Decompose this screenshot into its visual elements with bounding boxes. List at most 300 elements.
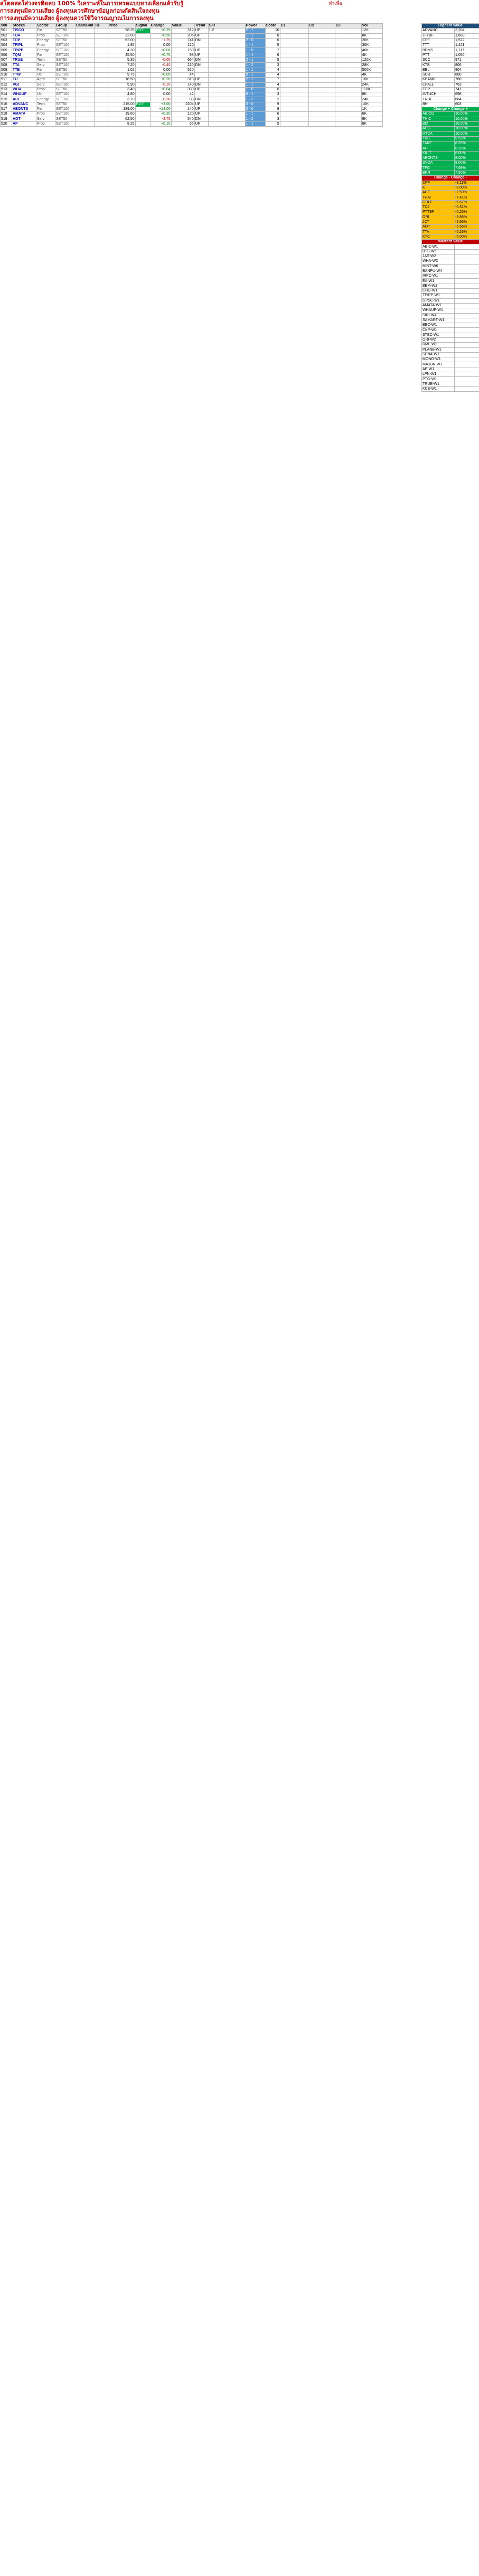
- side-cell: [455, 347, 479, 352]
- table-cell: [208, 78, 245, 82]
- side-row[interactable]: [422, 362, 479, 367]
- table-cell: [335, 87, 361, 92]
- column-header[interactable]: Score: [265, 24, 280, 29]
- side-row[interactable]: [422, 323, 479, 328]
- column-header[interactable]: Power: [245, 24, 265, 29]
- column-header[interactable]: Price: [108, 24, 135, 29]
- table-cell: [94, 92, 108, 97]
- table-cell: [335, 33, 361, 38]
- side-cell: [455, 323, 479, 328]
- side-cell: [455, 382, 479, 386]
- table-cell: 3.40: [108, 87, 135, 92]
- column-header[interactable]: T/F: [94, 24, 108, 29]
- table-cell: 4: [265, 68, 280, 72]
- side-row[interactable]: [422, 117, 479, 121]
- table-cell: SET50: [55, 58, 76, 63]
- table-cell: 1 - 2: [245, 63, 265, 68]
- table-cell: Energy: [36, 38, 55, 43]
- table-cell: [208, 33, 245, 38]
- side-cell: [455, 298, 479, 303]
- column-header[interactable]: Change: [150, 24, 171, 29]
- side-row[interactable]: [422, 313, 479, 318]
- side-row[interactable]: [422, 352, 479, 357]
- side-row[interactable]: [422, 112, 479, 117]
- table-cell: 88: [171, 97, 194, 102]
- table-cell: [76, 107, 95, 112]
- table-cell: 1 - 0: [245, 87, 265, 92]
- side-row[interactable]: [422, 254, 479, 259]
- table-cell: 10K: [361, 102, 382, 107]
- side-row[interactable]: [422, 151, 479, 156]
- table-cell: 16K: [361, 78, 382, 82]
- table-cell: AOT: [12, 117, 36, 121]
- side-cell: AP-W1: [422, 367, 455, 372]
- table-row[interactable]: [1, 102, 383, 107]
- table-cell: SET100: [55, 48, 76, 53]
- table-cell: [194, 68, 208, 72]
- column-header[interactable]: S/R: [208, 24, 245, 29]
- side-row[interactable]: [422, 136, 479, 141]
- table-cell: [280, 58, 308, 63]
- table-cell: [335, 112, 361, 117]
- notice-line-3: การลงทุนมีความเสี่ยง ผู้ลงทุนควรใช้วิจารณญาณในการลงทุน: [0, 15, 154, 22]
- table-cell: [308, 78, 335, 82]
- column-header[interactable]: C2: [308, 24, 335, 29]
- table-cell: 513: [1, 87, 12, 92]
- table-cell: SET50: [55, 68, 76, 72]
- side-row[interactable]: [422, 215, 479, 220]
- side-cell: PLANB-W1: [422, 347, 455, 352]
- table-cell: [135, 121, 150, 126]
- side-cell: JCT: [422, 220, 455, 224]
- table-cell: Fin: [36, 68, 55, 72]
- table-row[interactable]: [1, 82, 383, 87]
- table-cell: [135, 53, 150, 58]
- table-cell: [94, 68, 108, 72]
- table-cell: DN: [194, 38, 208, 43]
- side-cell: -7.41%: [455, 195, 479, 200]
- side-row[interactable]: [422, 48, 479, 53]
- side-row[interactable]: [422, 279, 479, 284]
- side-cell: 1,421: [455, 43, 479, 48]
- table-cell: UP: [194, 48, 208, 53]
- table-row[interactable]: [1, 107, 383, 112]
- side-cell: BEM-W2: [422, 284, 455, 288]
- table-cell: 1 - 1: [245, 33, 265, 38]
- table-cell: [280, 107, 308, 112]
- table-row[interactable]: [1, 29, 383, 33]
- table-cell: Prop: [36, 43, 55, 48]
- table-cell: 1 - 1: [245, 53, 265, 58]
- side-row[interactable]: [422, 63, 479, 68]
- side-row[interactable]: [422, 357, 479, 362]
- side-cell: [455, 386, 479, 391]
- table-cell: SET100: [55, 72, 76, 77]
- table-cell: [94, 97, 108, 102]
- side-cell: BEC-W1: [422, 323, 455, 328]
- side-row[interactable]: [422, 92, 479, 97]
- side-row[interactable]: [422, 347, 479, 352]
- table-cell: TU: [12, 78, 36, 82]
- table-cell: TTB: [12, 68, 36, 72]
- table-cell: 5: [265, 58, 280, 63]
- table-row[interactable]: [1, 68, 383, 72]
- side-cell: 1,056: [455, 53, 479, 58]
- side-cell: TRUE: [422, 97, 455, 102]
- table-cell: [208, 63, 245, 68]
- table-cell: [94, 53, 108, 58]
- table-cell: [308, 87, 335, 92]
- table-cell: UP: [194, 107, 208, 112]
- side-row[interactable]: [422, 82, 479, 87]
- table-row[interactable]: [1, 43, 383, 48]
- table-row[interactable]: [1, 87, 383, 92]
- table-row[interactable]: [1, 121, 383, 126]
- table-cell: [76, 33, 95, 38]
- column-header[interactable]: C3: [335, 24, 361, 29]
- table-cell: SET100: [55, 112, 76, 117]
- table-cell: 44: [171, 72, 194, 77]
- side-cell: PTTEP: [422, 210, 455, 215]
- table-cell: +0.75: [150, 53, 171, 58]
- side-row[interactable]: [422, 284, 479, 288]
- side-row[interactable]: [422, 343, 479, 347]
- side-row[interactable]: [422, 195, 479, 200]
- table-cell: [280, 63, 308, 68]
- table-cell: [335, 53, 361, 58]
- table-cell: [308, 112, 335, 117]
- side-cell: KCE-W1: [422, 386, 455, 391]
- table-cell: [94, 29, 108, 33]
- table-row[interactable]: [1, 38, 383, 43]
- side-cell: TTA: [422, 230, 455, 234]
- side-cell: SIRI-W4: [422, 313, 455, 318]
- side-cell: [455, 333, 479, 337]
- side-cell: TOP: [422, 87, 455, 92]
- side-cell: [455, 352, 479, 357]
- side-cell: BIZ: [422, 121, 455, 126]
- side-row[interactable]: [422, 367, 479, 372]
- table-cell: VGI: [12, 82, 36, 87]
- table-row[interactable]: [1, 33, 383, 38]
- table-cell: [335, 121, 361, 126]
- table-cell: [135, 87, 150, 92]
- table-cell: 1 - 1: [245, 82, 265, 87]
- side-row[interactable]: [422, 264, 479, 269]
- table-cell: 20K: [361, 38, 382, 43]
- side-cell: PTT: [422, 53, 455, 58]
- side-row[interactable]: [422, 29, 479, 33]
- side-row[interactable]: [422, 298, 479, 303]
- table-cell: WHAUP: [12, 92, 36, 97]
- side-row[interactable]: [422, 161, 479, 166]
- side-cell: LPN-W1: [422, 372, 455, 377]
- side-cell: 741: [455, 87, 479, 92]
- table-cell: 4.80: [108, 92, 135, 97]
- table-cell: [280, 33, 308, 38]
- table-cell: [280, 29, 308, 33]
- table-cell: 28K: [361, 63, 382, 68]
- table-cell: [194, 92, 208, 97]
- side-row[interactable]: [422, 205, 479, 210]
- side-row[interactable]: [422, 377, 479, 382]
- side-row[interactable]: [422, 200, 479, 205]
- table-cell: [135, 68, 150, 72]
- table-cell: UP: [194, 33, 208, 38]
- table-row[interactable]: [1, 72, 383, 77]
- table-cell: 7.20: [108, 63, 135, 68]
- side-row[interactable]: [422, 181, 479, 185]
- table-cell: 4.30: [108, 48, 135, 53]
- side-cell: [455, 377, 479, 382]
- stock-table-body: [1, 24, 383, 127]
- side-row[interactable]: [422, 328, 479, 333]
- table-cell: 2204: [171, 102, 194, 107]
- column-header[interactable]: Vol: [361, 24, 382, 29]
- side-row[interactable]: [422, 333, 479, 337]
- side-cell: 780: [455, 78, 479, 82]
- side-row[interactable]: [422, 386, 479, 391]
- side-row[interactable]: [422, 289, 479, 294]
- table-cell: [76, 82, 95, 87]
- table-cell: 518: [1, 112, 12, 117]
- table-row[interactable]: [1, 117, 383, 121]
- table-cell: 501: [1, 29, 12, 33]
- table-cell: SET100: [55, 53, 76, 58]
- table-cell: [94, 102, 108, 107]
- table-cell: TOA: [12, 33, 36, 38]
- side-cell: AOT: [422, 225, 455, 230]
- table-row[interactable]: [1, 53, 383, 58]
- table-cell: [280, 117, 308, 121]
- side-cell: [455, 284, 479, 288]
- side-row[interactable]: [422, 294, 479, 298]
- table-cell: Util: [36, 72, 55, 77]
- side-row[interactable]: [422, 234, 479, 239]
- table-cell: UP: [194, 87, 208, 92]
- table-cell: 2: [265, 97, 280, 102]
- table-cell: AEONTS: [12, 107, 36, 112]
- table-cell: [335, 97, 361, 102]
- side-row[interactable]: [422, 131, 479, 136]
- side-cell: [455, 308, 479, 313]
- table-cell: [76, 112, 95, 117]
- side-cell: -5.88%: [455, 215, 479, 220]
- side-row[interactable]: [422, 303, 479, 308]
- table-cell: [280, 92, 308, 97]
- side-row[interactable]: [422, 318, 479, 323]
- side-cell: [455, 343, 479, 347]
- side-row[interactable]: [422, 33, 479, 38]
- table-row[interactable]: [1, 78, 383, 82]
- side-row[interactable]: [422, 185, 479, 190]
- side-cell: 664: [455, 97, 479, 102]
- side-cell: ABIC-W1: [422, 244, 455, 249]
- table-row[interactable]: [1, 92, 383, 97]
- side-row[interactable]: [422, 38, 479, 43]
- column-header[interactable]: Value: [171, 24, 194, 29]
- side-cell: KBANK: [422, 78, 455, 82]
- side-cell: 8.33%: [455, 141, 479, 146]
- side-section-title: [422, 240, 479, 244]
- side-row[interactable]: [422, 249, 479, 254]
- table-cell: UP: [194, 121, 208, 126]
- side-row[interactable]: [422, 191, 479, 195]
- table-cell: 8.25: [108, 121, 135, 126]
- table-cell: 9: [265, 102, 280, 107]
- table-cell: [194, 43, 208, 48]
- column-header[interactable]: Stocks: [12, 24, 36, 29]
- table-cell: [208, 107, 245, 112]
- side-row[interactable]: [422, 146, 479, 151]
- table-cell: 24K: [361, 97, 382, 102]
- side-row[interactable]: [422, 225, 479, 230]
- table-cell: [308, 43, 335, 48]
- side-row[interactable]: [422, 210, 479, 215]
- table-cell: 40K: [361, 48, 382, 53]
- table-cell: [280, 43, 308, 48]
- side-row[interactable]: [422, 338, 479, 343]
- table-cell: 120K: [361, 58, 382, 63]
- side-row[interactable]: [422, 274, 479, 279]
- side-row[interactable]: [422, 97, 479, 102]
- side-row[interactable]: [422, 372, 479, 377]
- side-row[interactable]: [422, 53, 479, 58]
- table-cell: 6: [265, 53, 280, 58]
- side-row[interactable]: [422, 259, 479, 264]
- side-cell: [455, 259, 479, 264]
- notice-line-2: การลงทุนมีความเสี่ยง ผู้ลงทุนควรศึกษาข้อมูลก่อนตัดสินใจลงทุน: [0, 7, 159, 14]
- table-cell: +0.06: [150, 48, 171, 53]
- table-cell: +14.00: [150, 107, 171, 112]
- table-cell: SET100: [55, 97, 76, 102]
- side-cell: 1,688: [455, 33, 479, 38]
- side-cell: K: [422, 185, 455, 190]
- side-cell: [455, 362, 479, 367]
- side-row[interactable]: [422, 121, 479, 126]
- table-cell: Energy: [36, 48, 55, 53]
- table-cell: SET50: [55, 102, 76, 107]
- column-header[interactable]: Sector: [36, 24, 55, 29]
- side-cell: -8.11%: [455, 181, 479, 185]
- table-cell: 2 - 1: [245, 58, 265, 63]
- table-cell: [76, 68, 95, 72]
- side-section-title: [422, 176, 479, 181]
- side-cell: CKP-W1: [422, 328, 455, 333]
- table-cell: 62.50: [108, 117, 135, 121]
- table-row[interactable]: [1, 112, 383, 117]
- table-cell: [308, 72, 335, 77]
- table-cell: 2 - 1: [245, 29, 265, 33]
- table-cell: [280, 68, 308, 72]
- table-cell: 540: [171, 117, 194, 121]
- table-cell: [208, 82, 245, 87]
- side-row[interactable]: [422, 68, 479, 72]
- table-cell: [208, 102, 245, 107]
- side-cell: BH: [422, 102, 455, 107]
- table-cell: [308, 38, 335, 43]
- side-row[interactable]: [422, 102, 479, 107]
- table-cell: 18.50: [108, 78, 135, 82]
- side-title-cell: Warrant Value: [422, 240, 479, 244]
- side-cell: SCC: [422, 58, 455, 63]
- table-cell: SET50: [55, 87, 76, 92]
- table-cell: 5: [265, 121, 280, 126]
- side-panel: [421, 23, 479, 392]
- column-header[interactable]: 500: [1, 24, 12, 29]
- table-cell: [208, 53, 245, 58]
- table-cell: 504: [1, 43, 12, 48]
- side-cell: EA-W1: [422, 279, 455, 284]
- table-row[interactable]: [1, 48, 383, 53]
- table-row[interactable]: [1, 63, 383, 68]
- side-cell: 804: [455, 68, 479, 72]
- side-row[interactable]: [422, 78, 479, 82]
- side-row[interactable]: [422, 58, 479, 63]
- table-cell: [308, 82, 335, 87]
- table-cell: [280, 97, 308, 102]
- side-cell: 603: [455, 102, 479, 107]
- table-row[interactable]: [1, 58, 383, 63]
- side-row[interactable]: [422, 269, 479, 273]
- table-cell: BUY: [135, 102, 150, 107]
- column-header[interactable]: Signal: [135, 24, 150, 29]
- side-row[interactable]: [422, 220, 479, 224]
- side-section-title: [422, 24, 479, 29]
- table-cell: -3.75: [150, 117, 171, 121]
- table-cell: 1 - 2: [245, 97, 265, 102]
- table-cell: TQM: [12, 53, 36, 58]
- side-row[interactable]: [422, 308, 479, 313]
- table-cell: [135, 63, 150, 68]
- side-cell: WHA-W2: [422, 259, 455, 264]
- column-header[interactable]: Group: [55, 24, 76, 29]
- side-row[interactable]: [422, 141, 479, 146]
- table-cell: 0.00: [150, 43, 171, 48]
- column-header[interactable]: Trend: [194, 24, 208, 29]
- table-cell: UP: [194, 53, 208, 58]
- table-cell: [76, 72, 95, 77]
- side-cell: [455, 249, 479, 254]
- side-row[interactable]: [422, 43, 479, 48]
- side-row[interactable]: [422, 87, 479, 92]
- column-header[interactable]: Cash/Bnd: [76, 24, 93, 28]
- table-cell: 380: [171, 87, 194, 92]
- table-cell: +0.30: [150, 112, 171, 117]
- side-row[interactable]: [422, 382, 479, 386]
- side-row[interactable]: [422, 244, 479, 249]
- side-row[interactable]: [422, 166, 479, 171]
- side-cell: 10.00%: [455, 121, 479, 126]
- table-cell: [135, 92, 150, 97]
- side-row[interactable]: [422, 171, 479, 175]
- table-cell: [135, 33, 150, 38]
- side-cell: -5.56%: [455, 225, 479, 230]
- table-cell: 503: [1, 38, 12, 43]
- table-cell: [308, 29, 335, 33]
- table-cell: 664: [171, 58, 194, 63]
- side-row[interactable]: [422, 156, 479, 161]
- table-cell: [208, 121, 245, 126]
- side-cell: [455, 372, 479, 377]
- side-row[interactable]: [422, 127, 479, 131]
- table-row[interactable]: [1, 97, 383, 102]
- column-header[interactable]: C1: [280, 24, 308, 29]
- side-row[interactable]: [422, 230, 479, 234]
- side-row[interactable]: [422, 72, 479, 77]
- table-cell: [280, 78, 308, 82]
- table-cell: 98: [171, 53, 194, 58]
